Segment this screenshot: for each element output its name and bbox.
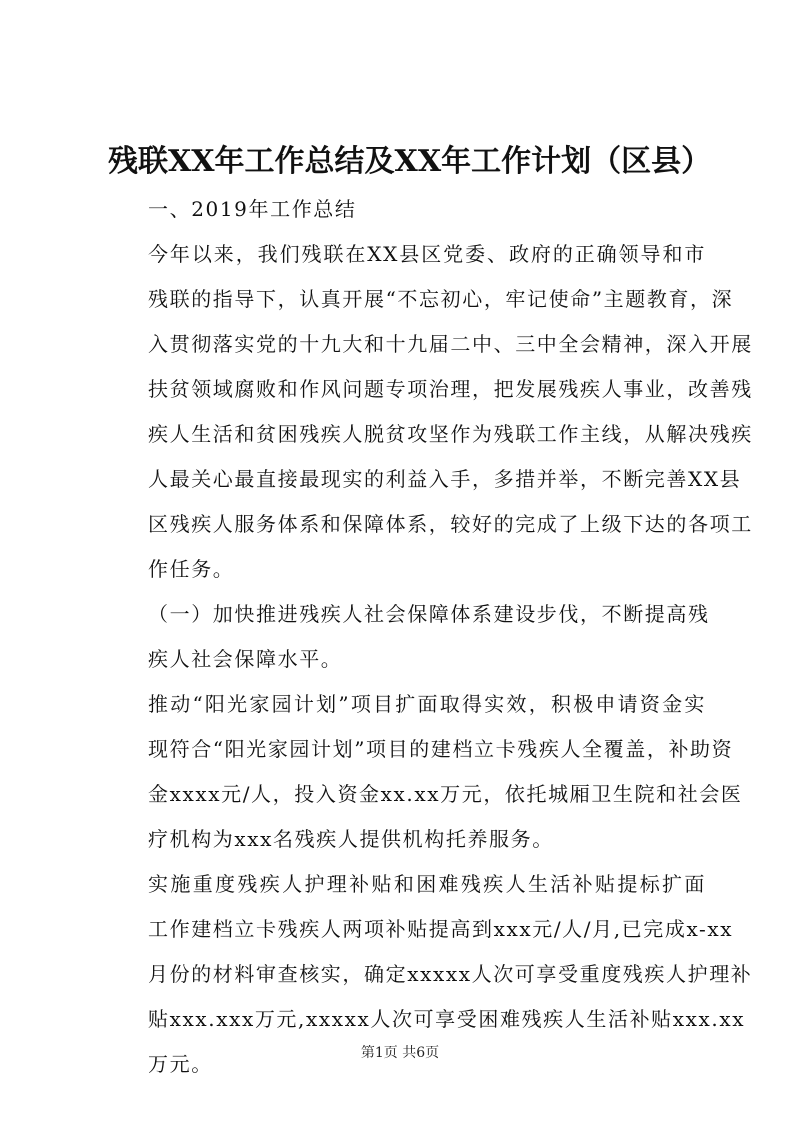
paragraph-sunshine-home (108, 682, 743, 862)
page-footer (0, 1043, 800, 1063)
text-line: 疾人社会保障水平。 (148, 647, 343, 671)
text-line: 工作建档立卡残疾人两项补贴提高到xxx元/人/月,已完成x-xx (148, 917, 734, 941)
text-line: 入贯彻落实党的十九大和十九届二中、三中全会精神，深入开展 (148, 332, 753, 356)
text-line: 月份的材料审查核实，确定xxxxx人次可享受重度残疾人护理补 (148, 962, 753, 986)
text-line: 扶贫领域腐败和作风问题专项治理，把发展残疾人事业，改善残 (148, 377, 753, 401)
text-line: 区残疾人服务体系和保障体系，较好的完成了上级下达的各项工 (148, 512, 753, 536)
document-title: 残联XX年工作总结及XX年工作计划（区县） (108, 144, 712, 179)
text-line: 贴xxx.xxx万元,xxxxx人次可享受困难残疾人生活补贴xxx.xx (148, 1007, 746, 1031)
paragraph-intro (108, 232, 753, 592)
text-line: 实施重度残疾人护理补贴和困难残疾人生活补贴提标扩面 (148, 872, 706, 896)
text-line: 万元。 (148, 1052, 213, 1076)
subheading-social-security (108, 592, 710, 682)
text-line: 今年以来，我们残联在XX县区党委、政府的正确领导和市 (148, 242, 706, 266)
text-line: 推动“阳光家园计划”项目扩面取得实效，积极申请资金实 (148, 692, 706, 716)
text-line: 作任务。 (148, 557, 235, 581)
section-heading (108, 187, 706, 232)
text-line: 人最关心最直接最现实的利益入手，多措并举，不断完善XX县 (148, 467, 742, 491)
text-line: 现符合“阳光家园计划”项目的建档立卡残疾人全覆盖，补助资 (148, 737, 734, 761)
text-line: 金xxxx元/人，投入资金xx.xx万元，依托城厢卫生院和社会医 (148, 782, 743, 806)
text-line: 疗机构为xxx名残疾人提供机构托养服务。 (148, 827, 554, 851)
text-line: 残联的指导下，认真开展“不忘初心，牢记使命”主题教育，深 (148, 287, 734, 311)
document-body (108, 187, 753, 1087)
page-indicator: 第1页 共6页 (360, 1045, 440, 1061)
text-line: （一）加快推进残疾人社会保障体系建设步伐，不断提高残 (148, 602, 710, 626)
text-line: 一、2019年工作总结 (148, 197, 357, 221)
text-line: 疾人生活和贫困残疾人脱贫攻坚作为残联工作主线，从解决残疾 (148, 422, 753, 446)
